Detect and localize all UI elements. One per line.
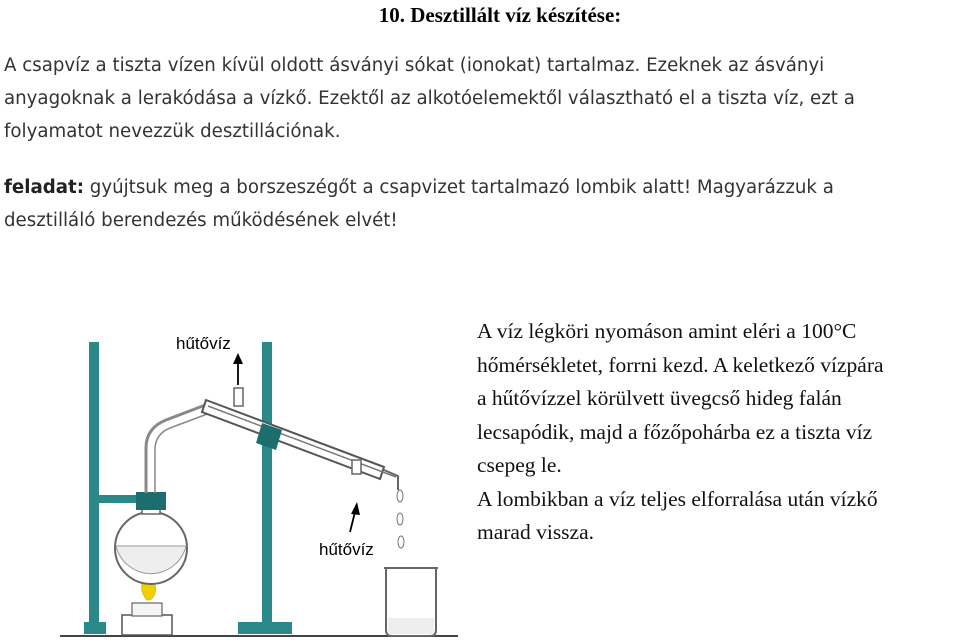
- task-line: [4, 171, 954, 204]
- vapor-tube-inner: [155, 413, 210, 493]
- condenser-inner-tube: [208, 406, 396, 477]
- explanation-line: lecsapódik, majd a főzőpohárba ez a tiszta víz: [477, 419, 873, 444]
- intro-line: A csapvíz a tiszta vízen kívül oldott ásványi sókat (ionokat) tartalmaz. Ezeknek az ásványi: [4, 55, 825, 76]
- intro-line: anyagoknak a lerakódása a vízkő. Ezektől az alkotóelemektől választható el a tiszta víz, ezt a: [4, 88, 855, 109]
- task-line: desztilláló berendezés működésének elvét!: [4, 210, 398, 231]
- explanation-line: marad vissza.: [477, 520, 595, 544]
- intro-line: folyamatot nevezzük desztillációnak.: [4, 121, 341, 142]
- explanation-line: a hűtővízzel körülvett üvegcső hideg falán: [477, 386, 842, 410]
- droplet-icon: [397, 490, 403, 502]
- arrow-in-shaft: [350, 512, 355, 532]
- burner-base: [122, 615, 172, 635]
- explanation-line: csepeg le.: [477, 453, 562, 477]
- coolant-label-top: hűtővíz: [176, 334, 231, 353]
- coolant-label-bottom: hűtővíz: [319, 540, 374, 559]
- explanation-line: A víz légköri nyomáson amint eléri a 100°C: [477, 319, 857, 343]
- left-stand-rod: [89, 342, 99, 624]
- intro-paragraph: [4, 49, 954, 148]
- distillation-apparatus-diagram: [0, 300, 470, 643]
- burner-top: [132, 603, 162, 616]
- explanation-text: [477, 315, 957, 550]
- droplet-icon: [398, 536, 404, 548]
- arrow-up-icon: [233, 353, 243, 364]
- flask-clamp: [136, 492, 166, 510]
- arrow-in-icon: [351, 502, 360, 515]
- droplet-icon: [397, 513, 403, 525]
- coolant-port-bottom: [352, 460, 361, 474]
- task-label: feladat:: [4, 177, 85, 198]
- task-paragraph: [4, 171, 954, 237]
- right-stand-rod: [262, 342, 272, 624]
- explanation-line: A lombikban a víz teljes elforralása után vízkő: [477, 486, 878, 511]
- task-text: gyújtsuk meg a borszeszégőt a csapvizet tartalmazó lombik alatt! Magyarázzuk a: [84, 177, 834, 198]
- explanation-line: hőmérsékletet, forrni kezd. A keletkező vízpára: [477, 352, 884, 377]
- page-title: 10. Desztillált víz készítése:: [378, 3, 622, 27]
- beaker-water: [388, 618, 434, 634]
- coolant-port-top: [234, 388, 243, 406]
